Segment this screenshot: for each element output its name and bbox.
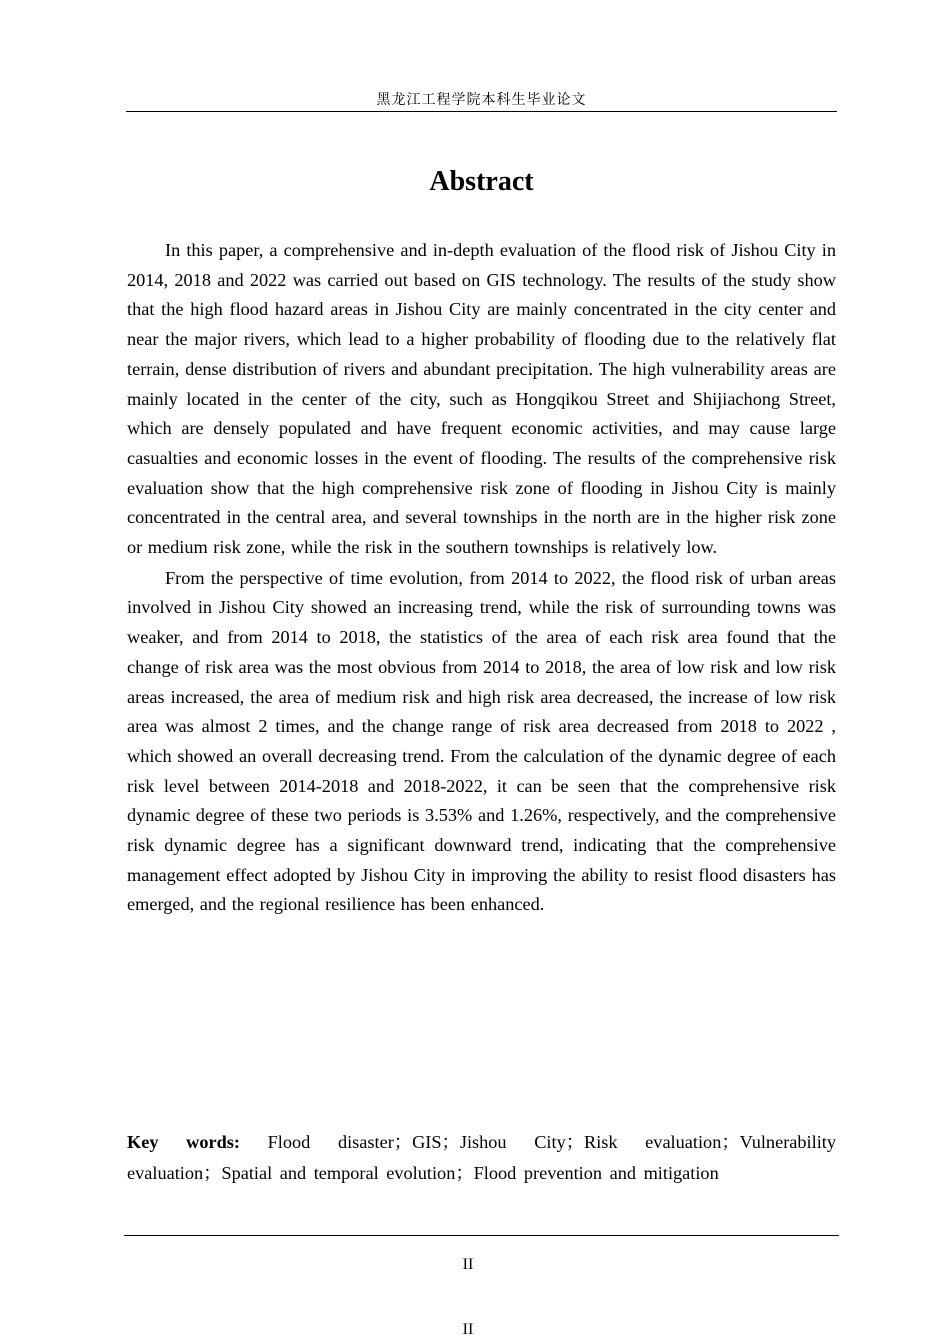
- abstract-body: [127, 236, 836, 920]
- keywords-label: Key words:: [127, 1132, 240, 1152]
- header-rule: [126, 111, 837, 112]
- abstract-paragraph-2: From the perspective of time evolution, from 2014 to 2022, the flood risk of urban areas involved in Jishou City showed an increasing trend, while the risk of surrounding towns was weaker, and from 2014 to 2018, the statistics of the area of each risk area found that the change of risk area was the most obvious from 2014 to 2018, the area of low risk and low risk areas increased, the area of medium risk and high risk area decreased, the increase of low risk area was almost 2 times, and the change range of risk area decreased from 2018 to 2022 , which showed an overall decreasing trend. From the calculation of the dynamic degree of each risk level between 2014-2018 and 2018-2022, it can be seen that the comprehensive risk dynamic degree of these two periods is 3.53% and 1.26%, respectively, and the comprehensive risk dynamic degree has a significant downward trend, indicating that the comprehensive management effect adopted by Jishou City in improving the ability to resist flood disasters has emerged, and the regional resilience has been enhanced.: [127, 567, 836, 915]
- page-number-repeat: II: [462, 1321, 474, 1338]
- keywords-list: Flood disaster；GIS；Jishou City；Risk evaluation；Vulnerability evaluation；Spatial and temporal evolution；Flood prevention and mitigation: [127, 1132, 836, 1183]
- page-number: II: [462, 1256, 474, 1273]
- abstract-paragraph-1: In this paper, a comprehensive and in-depth evaluation of the flood risk of Jishou City in 2014, 2018 and 2022 was carried out based on GIS technology. The results of the study show that the high flood hazard areas in Jishou City are mainly concentrated in the city center and near the major rivers, which lead to a higher probability of flooding due to the relatively flat terrain, dense distribution of rivers and abundant precipitation. The high vulnerability areas are mainly located in the center of the city, such as Hongqikou Street and Shijiachong Street, which are densely populated and have frequent economic activities, and may cause large casualties and economic losses in the event of flooding. The results of the comprehensive risk evaluation show that the high comprehensive risk zone of flooding in Jishou City is mainly concentrated in the central area, and several townships in the north are in the higher risk zone or medium risk zone, while the risk in the southern townships is relatively low.: [127, 240, 836, 558]
- keywords: [127, 1127, 836, 1189]
- footer-rule: [124, 1235, 839, 1236]
- abstract-title: Abstract: [429, 166, 534, 197]
- running-header: 黑龙江工程学院本科生毕业论文: [376, 92, 587, 108]
